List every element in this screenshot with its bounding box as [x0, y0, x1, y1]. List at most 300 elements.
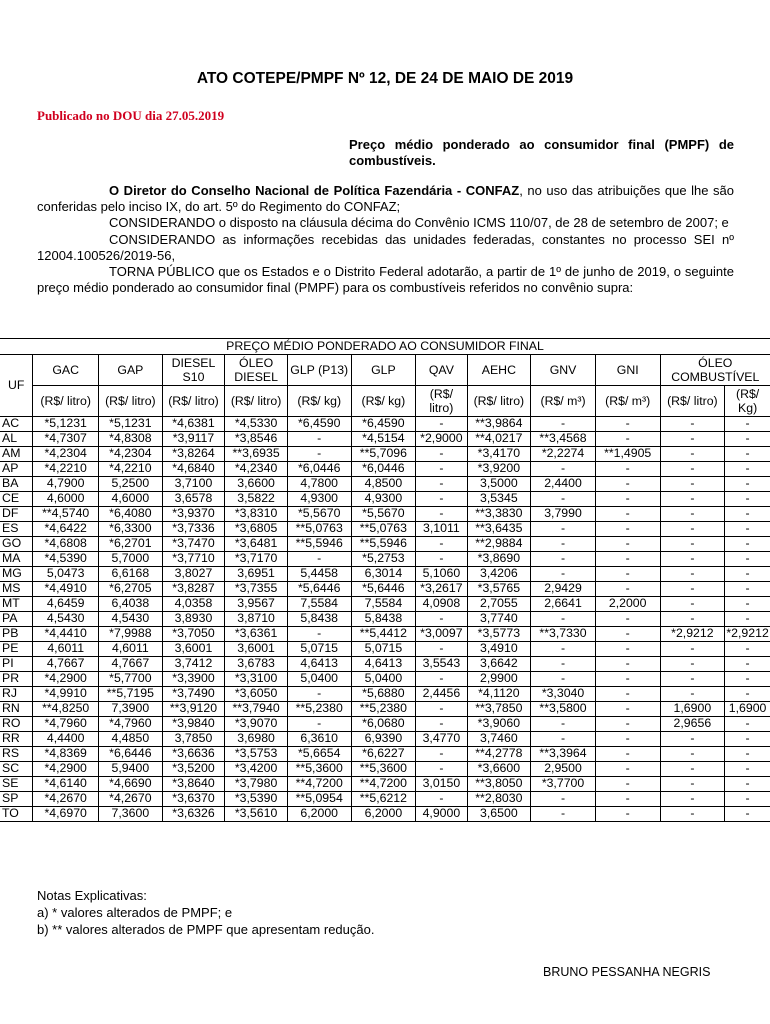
unit-aehc: (R$/ litro) — [467, 386, 531, 417]
table-cell: - — [660, 447, 725, 462]
table-cell: - — [725, 747, 770, 762]
table-cell: *3,8310 — [225, 507, 288, 522]
table-cell: - — [595, 417, 660, 432]
table-row — [0, 702, 770, 717]
table-cell: *2,9000 — [416, 432, 467, 447]
table-cell-uf: PB — [0, 627, 33, 642]
pmpf-table — [0, 338, 770, 822]
table-cell: *4,7960 — [33, 717, 99, 732]
explanatory-notes — [37, 887, 374, 938]
table-cell: 3,6600 — [225, 477, 288, 492]
signature: BRUNO PESSANHA NEGRIS — [543, 965, 711, 979]
table-cell: *4,5330 — [225, 417, 288, 432]
table-cell: **5,5946 — [351, 537, 416, 552]
table-cell-uf: PA — [0, 612, 33, 627]
table-cell: **5,0763 — [287, 522, 351, 537]
table-cell: - — [725, 522, 770, 537]
table-cell: 3,7412 — [162, 657, 225, 672]
table-cell: - — [595, 582, 660, 597]
unit-oleo-combustivel-litro: (R$/ litro) — [660, 386, 725, 417]
table-cell: - — [287, 447, 351, 462]
table-row — [0, 732, 770, 747]
table-row — [0, 567, 770, 582]
table-cell: *3,6326 — [162, 807, 225, 822]
table-cell-uf: TO — [0, 807, 33, 822]
table-cell: *6,0680 — [351, 717, 416, 732]
table-cell: *3,5610 — [225, 807, 288, 822]
table-cell: - — [595, 492, 660, 507]
table-cell: 3,1011 — [416, 522, 467, 537]
table-cell: *4,6808 — [33, 537, 99, 552]
table-cell: - — [595, 537, 660, 552]
paragraph-considerando-1: CONSIDERANDO o disposto na cláusula décima do Convênio ICMS 110/07, de 28 de setembro de 2007; e — [109, 215, 729, 231]
table-cell: - — [595, 477, 660, 492]
table-cell: - — [725, 552, 770, 567]
table-cell: **5,0763 — [351, 522, 416, 537]
table-cell: *4,6381 — [162, 417, 225, 432]
table-cell: - — [595, 762, 660, 777]
table-row — [0, 792, 770, 807]
table-cell: 4,7900 — [33, 477, 99, 492]
table-cell: - — [725, 792, 770, 807]
table-cell: **2,8030 — [467, 792, 531, 807]
table-cell: *3,4170 — [467, 447, 531, 462]
table-cell: 4,0908 — [416, 597, 467, 612]
table-cell: - — [660, 582, 725, 597]
ementa: Preço médio ponderado ao consumidor final (PMPF) de combustíveis. — [349, 137, 734, 168]
unit-gnv: (R$/ m³) — [531, 386, 596, 417]
table-cell: 6,3014 — [351, 567, 416, 582]
table-cell: **3,7330 — [531, 627, 596, 642]
table-cell: *6,6446 — [99, 747, 163, 762]
table-cell: **4,2778 — [467, 747, 531, 762]
table-cell: - — [416, 672, 467, 687]
table-cell: *5,6880 — [351, 687, 416, 702]
table-cell: *4,2900 — [33, 762, 99, 777]
table-cell: - — [660, 417, 725, 432]
table-cell: - — [416, 537, 467, 552]
table-cell: - — [725, 777, 770, 792]
table-cell: 4,0358 — [162, 597, 225, 612]
table-cell: 1,6900 — [660, 702, 725, 717]
table-row — [0, 717, 770, 732]
table-cell: - — [660, 642, 725, 657]
table-cell: *4,6840 — [162, 462, 225, 477]
table-cell: 5,8438 — [351, 612, 416, 627]
table-cell: - — [595, 687, 660, 702]
table-cell: - — [660, 507, 725, 522]
table-cell: 5,4458 — [287, 567, 351, 582]
table-cell: *7,9988 — [99, 627, 163, 642]
notes-title: Notas Explicativas: — [37, 888, 147, 903]
table-cell: *6,4590 — [287, 417, 351, 432]
table-cell: 3,8027 — [162, 567, 225, 582]
table-cell: - — [725, 807, 770, 822]
table-cell: - — [416, 447, 467, 462]
table-cell: 3,6578 — [162, 492, 225, 507]
table-cell: *3,6805 — [225, 522, 288, 537]
table-cell: - — [725, 447, 770, 462]
table-cell: - — [660, 552, 725, 567]
table-cell: 3,8930 — [162, 612, 225, 627]
table-cell: *3,7470 — [162, 537, 225, 552]
table-cell: 3,6500 — [467, 807, 531, 822]
table-cell-uf: AC — [0, 417, 33, 432]
table-cell: - — [531, 612, 596, 627]
table-cell: - — [725, 507, 770, 522]
table-cell-uf: MA — [0, 552, 33, 567]
table-cell: - — [725, 567, 770, 582]
header-gni: GNI — [595, 355, 660, 386]
table-cell: 2,2000 — [595, 597, 660, 612]
table-cell: *3,8546 — [225, 432, 288, 447]
table-cell: 4,7667 — [99, 657, 163, 672]
unit-qav: (R$/ litro) — [416, 386, 467, 417]
table-cell: - — [416, 717, 467, 732]
table-cell: *4,2304 — [99, 447, 163, 462]
table-cell-uf: GO — [0, 537, 33, 552]
table-cell: *3,4200 — [225, 762, 288, 777]
table-cell: *5,6654 — [287, 747, 351, 762]
header-oleo-diesel: ÓLEO DIESEL — [225, 355, 288, 386]
table-cell: **5,7195 — [99, 687, 163, 702]
table-cell: - — [287, 687, 351, 702]
paragraph-director — [37, 183, 734, 215]
unit-diesel-s10: (R$/ litro) — [162, 386, 225, 417]
table-cell: - — [725, 642, 770, 657]
table-cell: *3,7980 — [225, 777, 288, 792]
table-cell: 4,5430 — [99, 612, 163, 627]
table-row — [0, 642, 770, 657]
table-cell: - — [725, 462, 770, 477]
table-cell: *5,6446 — [287, 582, 351, 597]
table-cell: - — [595, 792, 660, 807]
table-cell: 4,9300 — [351, 492, 416, 507]
table-cell: *3,5753 — [225, 747, 288, 762]
table-cell: **4,7200 — [287, 777, 351, 792]
table-cell: **4,5740 — [33, 507, 99, 522]
table-cell-uf: ES — [0, 522, 33, 537]
preamble — [37, 183, 734, 296]
note-b: b) ** valores alterados de PMPF que apresentam redução. — [37, 922, 375, 937]
table-cell: *3,5765 — [467, 582, 531, 597]
table-cell: *2,9212 — [726, 626, 769, 641]
table-cell-uf: RR — [0, 732, 33, 747]
table-cell: - — [416, 792, 467, 807]
table-cell: - — [660, 777, 725, 792]
table-cell: *4,7307 — [33, 432, 99, 447]
table-cell: *4,5154 — [351, 432, 416, 447]
table-cell: 3,5345 — [467, 492, 531, 507]
table-cell: - — [725, 612, 770, 627]
table-cell: - — [595, 612, 660, 627]
table-row — [0, 447, 770, 462]
table-cell: *6,0446 — [287, 462, 351, 477]
table-cell: *3,3900 — [162, 672, 225, 687]
table-cell: 4,6000 — [33, 492, 99, 507]
table-row — [0, 507, 770, 522]
table-cell: *5,1231 — [99, 417, 163, 432]
table-cell: - — [531, 492, 596, 507]
table-row — [0, 537, 770, 552]
table-cell: **5,0954 — [287, 792, 351, 807]
table-cell: 2,9429 — [531, 582, 596, 597]
table-cell: **5,6212 — [351, 792, 416, 807]
table-row — [0, 657, 770, 672]
table-cell: *3,7700 — [531, 777, 596, 792]
table-cell: *3,6481 — [225, 537, 288, 552]
table-cell: - — [725, 732, 770, 747]
table-cell: - — [660, 672, 725, 687]
table-cell: - — [725, 417, 770, 432]
table-row — [0, 582, 770, 597]
table-row — [0, 597, 770, 612]
table-cell: - — [416, 747, 467, 762]
table-row — [0, 522, 770, 537]
table-cell: - — [725, 717, 770, 732]
table-cell: 3,6783 — [225, 657, 288, 672]
table-cell: - — [660, 597, 725, 612]
document-title: ATO COTEPE/PMPF Nº 12, DE 24 DE MAIO DE 2019 — [196, 70, 574, 87]
table-cell: 3,8710 — [225, 612, 288, 627]
table-cell: 4,8500 — [351, 477, 416, 492]
table-cell: - — [416, 417, 467, 432]
table-cell: 6,9390 — [351, 732, 416, 747]
table-cell: *3,9060 — [467, 717, 531, 732]
table-cell-uf: AP — [0, 462, 33, 477]
table-cell: 5,1060 — [416, 567, 467, 582]
table-row — [0, 432, 770, 447]
table-cell: *6,6227 — [351, 747, 416, 762]
table-cell: *6,3300 — [99, 522, 163, 537]
table-cell: - — [660, 687, 725, 702]
table-cell: *4,7960 — [99, 717, 163, 732]
table-cell: - — [725, 432, 770, 447]
table-cell: - — [725, 582, 770, 597]
table-cell: - — [595, 732, 660, 747]
table-cell: *3,5773 — [467, 627, 531, 642]
table-cell: *3,7170 — [225, 552, 288, 567]
table-cell-uf: PE — [0, 642, 33, 657]
uf-header: UF — [0, 355, 33, 417]
table-cell: - — [595, 507, 660, 522]
table-cell: 4,9300 — [287, 492, 351, 507]
table-cell: **5,3600 — [351, 762, 416, 777]
table-cell: **3,7850 — [467, 702, 531, 717]
table-cell: *4,8369 — [33, 747, 99, 762]
table-cell: *5,1231 — [33, 417, 99, 432]
table-cell-uf: RJ — [0, 687, 33, 702]
table-cell: *2,2274 — [531, 447, 596, 462]
table-cell: - — [531, 642, 596, 657]
table-cell: *5,5670 — [351, 507, 416, 522]
table-cell: 2,9900 — [467, 672, 531, 687]
table-cell: 3,6001 — [162, 642, 225, 657]
table-cell: - — [595, 462, 660, 477]
table-cell: 4,6011 — [33, 642, 99, 657]
table-cell: *4,2304 — [33, 447, 99, 462]
table-cell: 5,2500 — [99, 477, 163, 492]
table-cell: - — [531, 657, 596, 672]
table-cell: *6,0446 — [351, 462, 416, 477]
table-cell-uf: MT — [0, 597, 33, 612]
header-glp: GLP — [351, 355, 416, 386]
table-cell-uf: SC — [0, 762, 33, 777]
table-cell: 7,3600 — [99, 807, 163, 822]
table-cell: **3,6435 — [467, 522, 531, 537]
table-cell: - — [287, 552, 351, 567]
table-cell: - — [725, 657, 770, 672]
table-cell: - — [416, 552, 467, 567]
table-cell: - — [660, 492, 725, 507]
table-cell: - — [725, 597, 770, 612]
table-cell: 4,6413 — [287, 657, 351, 672]
table-cell: - — [725, 492, 770, 507]
table-row — [0, 687, 770, 702]
table-cell: *3,3040 — [531, 687, 596, 702]
table-caption: PREÇO MÉDIO PONDERADO AO CONSUMIDOR FINAL — [0, 339, 770, 355]
table-cell: *4,6422 — [33, 522, 99, 537]
table-cell: *4,4910 — [33, 582, 99, 597]
table-cell: *6,4080 — [99, 507, 163, 522]
table-cell: - — [725, 687, 770, 702]
table-row — [0, 762, 770, 777]
table-cell: **3,9864 — [467, 417, 531, 432]
table-cell: 2,4456 — [416, 687, 467, 702]
table-cell: - — [595, 522, 660, 537]
table-cell-uf: SP — [0, 792, 33, 807]
table-cell: - — [660, 612, 725, 627]
table-cell: *3,6361 — [225, 627, 288, 642]
table-cell: - — [660, 792, 725, 807]
header-gap: GAP — [99, 355, 163, 386]
table-cell: 4,6459 — [33, 597, 99, 612]
header-aehc: AEHC — [467, 355, 531, 386]
table-cell: - — [531, 792, 596, 807]
table-cell: 5,9400 — [99, 762, 163, 777]
table-cell: 5,7000 — [99, 552, 163, 567]
table-cell: - — [416, 612, 467, 627]
table-cell: - — [531, 417, 596, 432]
pmpf-table-wrapper — [0, 338, 770, 822]
table-cell: **4,0217 — [467, 432, 531, 447]
note-a: a) * valores alterados de PMPF; e — [37, 905, 233, 920]
table-cell: *3,7355 — [225, 582, 288, 597]
table-cell: **3,8050 — [467, 777, 531, 792]
table-cell: 3,6980 — [225, 732, 288, 747]
table-cell: - — [660, 477, 725, 492]
table-cell: - — [660, 657, 725, 672]
table-cell: *3,8287 — [162, 582, 225, 597]
table-cell-uf: AM — [0, 447, 33, 462]
table-cell: 3,4770 — [416, 732, 467, 747]
table-row — [0, 552, 770, 567]
director-bold: O Diretor do Conselho Nacional de Política Fazendária - CONFAZ — [109, 183, 520, 198]
table-cell: **4,7200 — [351, 777, 416, 792]
table-cell: 2,6641 — [531, 597, 596, 612]
table-cell: *4,2670 — [99, 792, 163, 807]
table-cell: 3,7740 — [467, 612, 531, 627]
table-cell: 4,6413 — [351, 657, 416, 672]
table-cell: **3,5800 — [531, 702, 596, 717]
table-cell: - — [660, 432, 725, 447]
table-cell: - — [595, 777, 660, 792]
table-row — [0, 777, 770, 792]
header-glp-p13: GLP (P13) — [287, 355, 351, 386]
table-cell: *4,2670 — [33, 792, 99, 807]
paragraph-considerando-2: CONSIDERANDO as informações recebidas das unidades federadas, constantes no processo SEI nº 12004.100526/2019-56, — [37, 231, 734, 263]
table-cell: 3,9567 — [225, 597, 288, 612]
table-cell: 2,4400 — [531, 477, 596, 492]
table-cell: **5,5946 — [287, 537, 351, 552]
table-cell: *5,7700 — [99, 672, 163, 687]
table-cell: *6,2701 — [99, 537, 163, 552]
table-cell-uf: PI — [0, 657, 33, 672]
table-cell: 5,0400 — [287, 672, 351, 687]
table-cell: *4,6690 — [99, 777, 163, 792]
table-cell: - — [595, 627, 660, 642]
table-cell-uf: PR — [0, 672, 33, 687]
table-cell: 2,9656 — [660, 717, 725, 732]
header-gnv: GNV — [531, 355, 596, 386]
table-cell: *3,7490 — [162, 687, 225, 702]
table-cell: *5,2753 — [351, 552, 416, 567]
table-cell: 3,7100 — [162, 477, 225, 492]
unit-glp-p13: (R$/ kg) — [287, 386, 351, 417]
table-cell: **5,2380 — [287, 702, 351, 717]
unit-glp: (R$/ kg) — [351, 386, 416, 417]
table-cell: 3,4206 — [467, 567, 531, 582]
table-cell: *3,9200 — [467, 462, 531, 477]
table-cell: - — [595, 642, 660, 657]
table-cell: - — [287, 432, 351, 447]
table-cell: - — [595, 807, 660, 822]
table-cell: 3,5543 — [416, 657, 467, 672]
table-cell: - — [531, 522, 596, 537]
table-cell: *3,8690 — [467, 552, 531, 567]
table-cell: - — [595, 432, 660, 447]
table-cell: *3,8640 — [162, 777, 225, 792]
table-cell: - — [595, 717, 660, 732]
table-cell: 5,0400 — [351, 672, 416, 687]
table-cell: **5,7096 — [351, 447, 416, 462]
table-row — [0, 627, 770, 642]
table-cell: 3,7850 — [162, 732, 225, 747]
table-cell: *4,2900 — [33, 672, 99, 687]
table-cell: - — [531, 672, 596, 687]
table-cell: *3,3100 — [225, 672, 288, 687]
header-qav: QAV — [416, 355, 467, 386]
table-cell: 3,7990 — [531, 507, 596, 522]
table-row — [0, 462, 770, 477]
table-row — [0, 612, 770, 627]
table-cell: **3,7940 — [225, 702, 288, 717]
table-cell: 2,7055 — [467, 597, 531, 612]
table-cell: 5,0473 — [33, 567, 99, 582]
table-cell: 3,5822 — [225, 492, 288, 507]
table-cell: 6,4038 — [99, 597, 163, 612]
table-cell: 5,0715 — [351, 642, 416, 657]
table-cell: 3,4910 — [467, 642, 531, 657]
table-cell: *3,0097 — [416, 627, 467, 642]
table-cell-uf: RS — [0, 747, 33, 762]
table-cell: - — [287, 717, 351, 732]
table-cell: *3,7710 — [162, 552, 225, 567]
table-row — [0, 492, 770, 507]
table-cell: 3,6001 — [225, 642, 288, 657]
unit-oleo-diesel: (R$/ litro) — [225, 386, 288, 417]
table-cell: - — [531, 462, 596, 477]
